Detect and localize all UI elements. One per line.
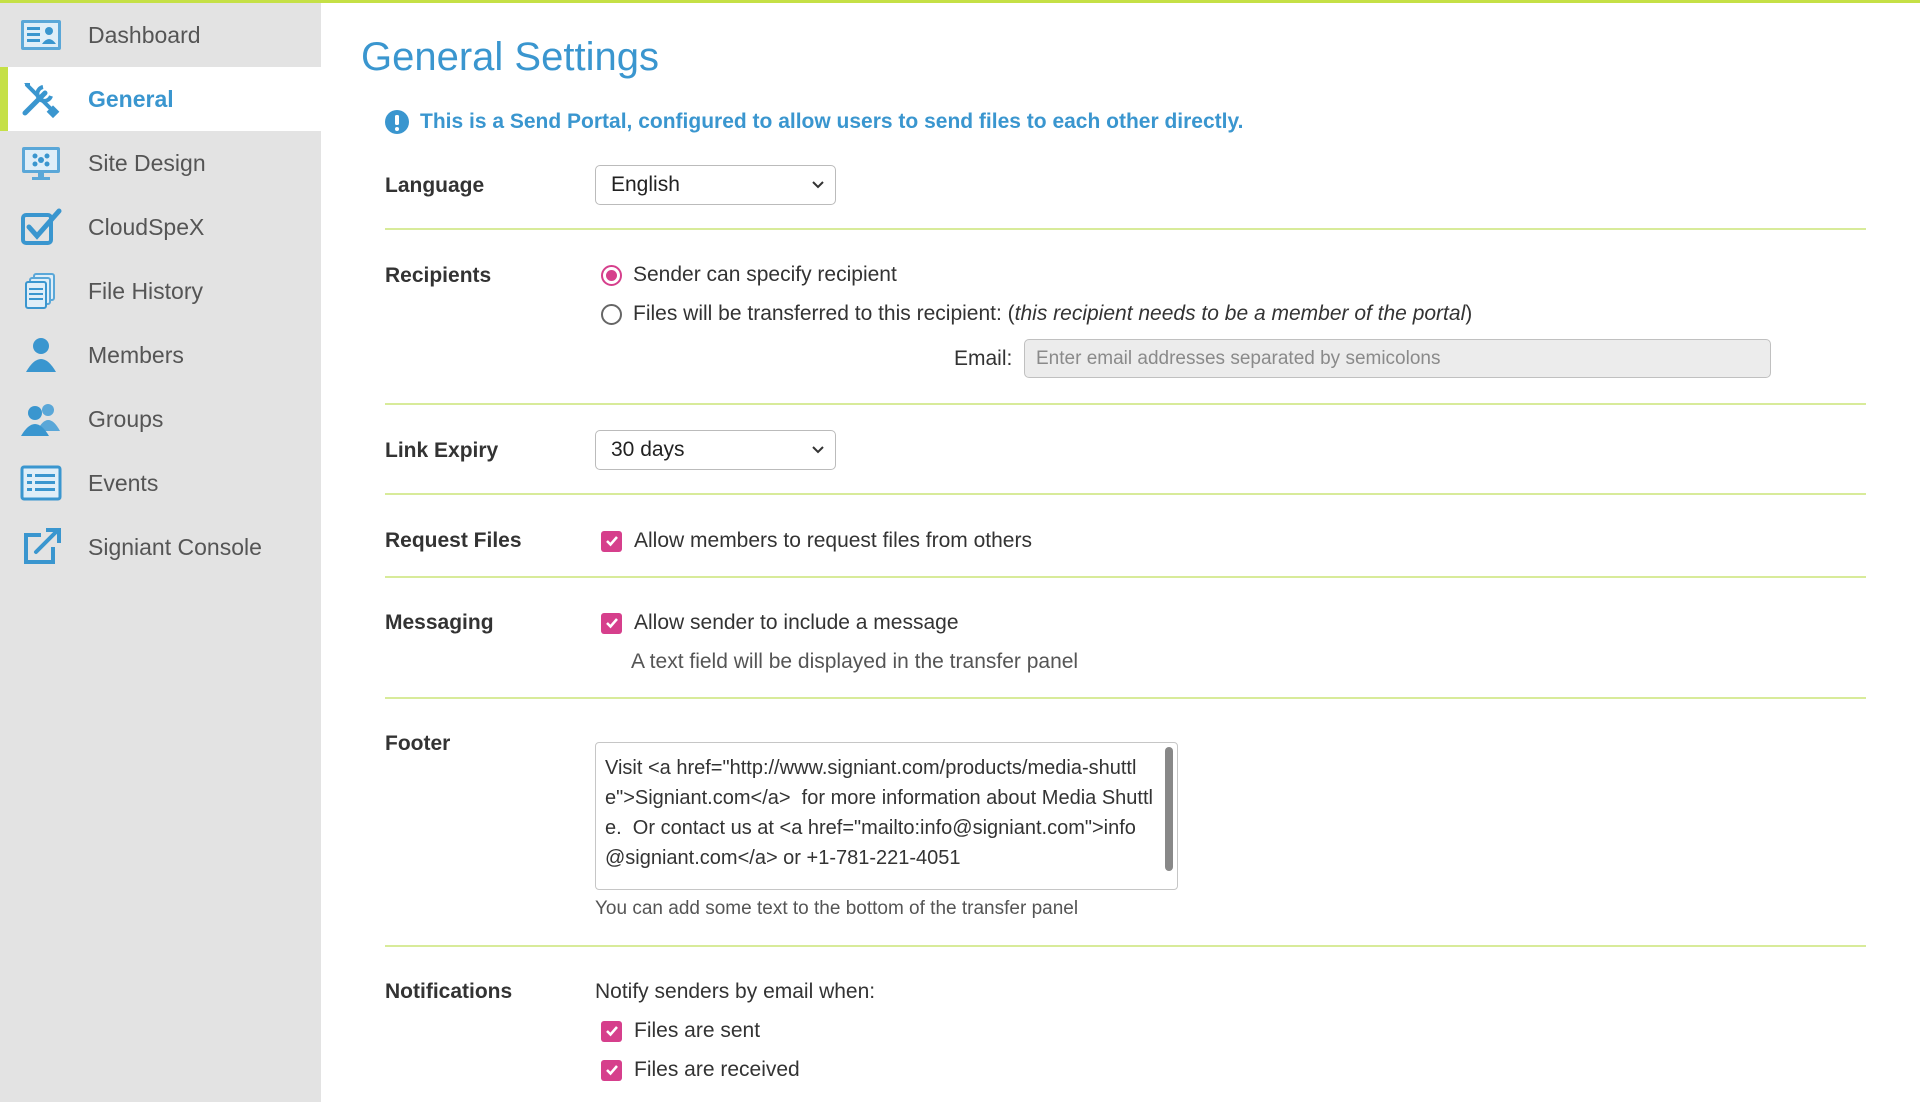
sidebar-item-label: Members [88, 341, 184, 368]
notifications-intro: Notify senders by email when: [595, 980, 876, 1003]
check-icon [604, 1062, 620, 1078]
sidebar-item-label: File History [88, 277, 204, 304]
language-value: English [611, 173, 680, 196]
groups-icon [18, 399, 64, 439]
footer-hint: You can add some text to the bottom of the transfer panel [595, 898, 1079, 919]
footer-label: Footer [385, 732, 451, 755]
tools-icon [18, 79, 64, 119]
page-title: General Settings [361, 35, 659, 79]
notifications-label: Notifications [385, 980, 513, 1003]
sidebar-item-label: General [88, 85, 174, 112]
recipient-option-fixed[interactable] [601, 302, 1472, 326]
messaging-option[interactable] [601, 611, 959, 635]
messaging-label: Messaging [385, 611, 494, 634]
member-icon [18, 335, 64, 375]
sidebar [0, 3, 321, 1102]
scrollbar[interactable] [1165, 747, 1173, 871]
divider [385, 945, 1866, 947]
site-design-icon [18, 143, 64, 183]
radio-checked[interactable] [601, 265, 622, 286]
file-history-icon [18, 271, 64, 311]
language-label: Language [385, 174, 485, 197]
link-expiry-select[interactable] [595, 430, 836, 470]
divider [385, 403, 1866, 405]
info-banner [384, 109, 1243, 135]
sidebar-item-label: Signiant Console [88, 533, 262, 560]
footer-textarea[interactable] [595, 742, 1178, 890]
sidebar-item-members[interactable] [0, 323, 321, 387]
divider [385, 697, 1866, 699]
request-files-option[interactable] [601, 529, 1032, 553]
sidebar-item-signiant-console[interactable] [0, 515, 321, 579]
link-expiry-label: Link Expiry [385, 439, 499, 462]
info-icon [384, 109, 410, 135]
sidebar-item-general[interactable] [0, 67, 321, 131]
sidebar-item-cloudspex[interactable] [0, 195, 321, 259]
footer-text: Visit <a href="http://www.signiant.com/products/media-shuttle">Signiant.com</a> for more information about Media Shuttle. Or contact us at <a href="mailto:info@signiant.com">info@signiant.com</a> or +1-781-221-4051 [605, 757, 1153, 869]
main-content [321, 3, 1920, 1102]
divider [385, 228, 1866, 230]
checkbox-icon [18, 207, 64, 247]
email-label: Email: [954, 347, 1013, 370]
recipient-option-sender[interactable] [601, 263, 897, 287]
language-select[interactable] [595, 165, 836, 205]
divider [385, 576, 1866, 578]
recipients-label: Recipients [385, 264, 492, 287]
sidebar-item-label: Site Design [88, 149, 206, 176]
checkbox-checked[interactable] [601, 1060, 622, 1081]
check-icon [604, 1023, 620, 1039]
link-expiry-value: 30 days [611, 438, 685, 461]
checkbox-checked[interactable] [601, 613, 622, 634]
divider [385, 493, 1866, 495]
sidebar-item-events[interactable] [0, 451, 321, 515]
events-icon [18, 463, 64, 503]
checkbox-label: Allow sender to include a message [634, 611, 959, 634]
checkbox-label: Allow members to request files from others [634, 529, 1032, 552]
notify-files-received[interactable] [601, 1058, 800, 1082]
radio-label-suffix: ) [1465, 302, 1473, 325]
radio-unchecked[interactable] [601, 304, 622, 325]
check-icon [604, 615, 620, 631]
sidebar-item-label: Events [88, 469, 159, 496]
checkbox-checked[interactable] [601, 1021, 622, 1042]
request-files-label: Request Files [385, 529, 522, 552]
sidebar-item-groups[interactable] [0, 387, 321, 451]
chevron-down-icon [809, 441, 827, 459]
check-icon [604, 533, 620, 549]
sidebar-item-file-history[interactable] [0, 259, 321, 323]
radio-label-italic: this recipient needs to be a member of the portal [1014, 302, 1466, 325]
checkbox-label: Files are received [634, 1058, 800, 1081]
checkbox-label: Files are sent [634, 1019, 761, 1042]
notify-files-sent[interactable] [601, 1019, 760, 1043]
sidebar-item-dashboard[interactable] [0, 3, 321, 67]
messaging-hint: A text field will be displayed in the transfer panel [631, 650, 1079, 673]
sidebar-item-label: Dashboard [88, 21, 201, 48]
info-text: This is a Send Portal, configured to allow users to send files to each other directly. [420, 110, 1244, 133]
external-link-icon [18, 527, 64, 567]
sidebar-item-label: Groups [88, 405, 164, 432]
radio-label: Sender can specify recipient [633, 263, 897, 286]
sidebar-item-label: CloudSpeX [88, 213, 205, 240]
chevron-down-icon [809, 176, 827, 194]
radio-label-prefix: Files will be transferred to this recipient: ( [633, 302, 1015, 325]
email-input[interactable] [1024, 339, 1771, 378]
checkbox-checked[interactable] [601, 531, 622, 552]
sidebar-item-site-design[interactable] [0, 131, 321, 195]
dashboard-icon [18, 15, 64, 55]
